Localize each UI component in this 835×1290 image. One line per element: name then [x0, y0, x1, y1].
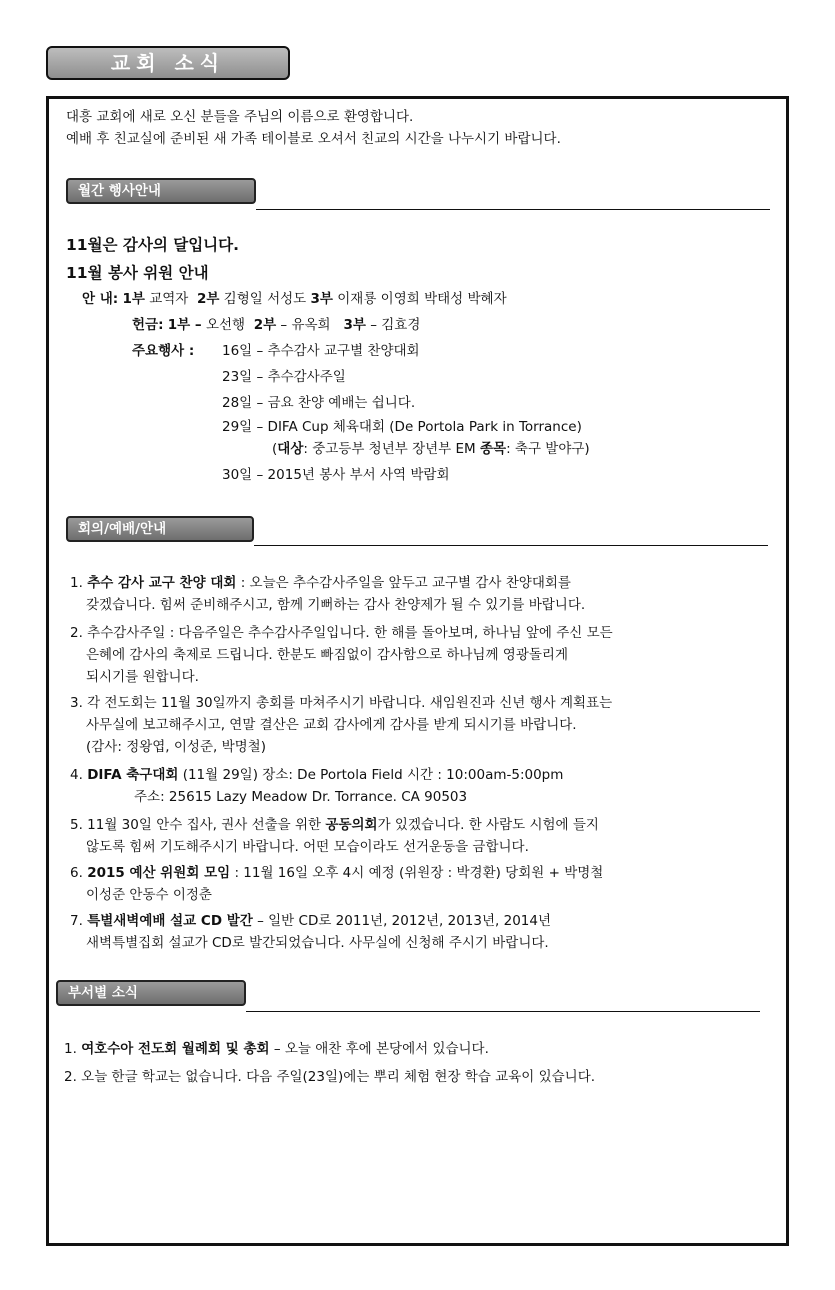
meeting-item-1-num: 1. [70, 575, 83, 591]
meeting-item-2-line-3: 되시기를 원합니다. [86, 669, 199, 685]
meeting-item-7-num: 7. [70, 913, 83, 929]
meeting-item-7 [70, 912, 551, 930]
department-item-1-num: 1. [64, 1041, 77, 1057]
section-departments-rule [246, 1011, 760, 1012]
event-3: 28일 – 금요 찬양 예배는 쉽니다. [222, 395, 416, 411]
meeting-item-6-num: 6. [70, 865, 83, 881]
meeting-item-5-line-2: 않도록 힘써 기도해주시기 바랍니다. 어떤 모습이라도 선거운동을 금합니다. [86, 839, 529, 855]
department-item-1 [64, 1040, 489, 1058]
meeting-item-6 [70, 864, 603, 882]
event-1: 16일 – 추수감사 교구별 찬양대회 [222, 343, 420, 359]
event-4-sub-label-1: 대상 [277, 441, 304, 457]
meeting-item-4-text: (11월 29일) 장소: De Portola Field 시간 : 10:00am-5:00pm [178, 767, 564, 783]
meeting-item-7-text: – 일반 CD로 2011년, 2012년, 2013년, 2014년 [252, 913, 552, 929]
event-5: 30일 – 2015년 봉사 부서 사역 박람회 [222, 467, 450, 483]
meeting-item-4-num: 4. [70, 767, 83, 783]
offering-line [132, 316, 420, 334]
department-item-1-title: 여호수아 전도회 월례회 및 총회 [81, 1041, 270, 1057]
meeting-item-6-title: 2015 예산 위원회 모임 [87, 865, 231, 881]
meeting-item-1 [70, 574, 571, 592]
meeting-item-4-line-2: 주소: 25615 Lazy Meadow Dr. Torrance. CA 90503 [134, 789, 468, 805]
meeting-item-4-title: DIFA 축구대회 [87, 767, 179, 783]
section-meetings-tab: 회의/예배/안내 [66, 516, 254, 542]
meeting-item-2-line-2: 은혜에 감사의 축제로 드립니다. 한분도 빠짐없이 감사함으로 하나님께 영광돌리게 [86, 647, 569, 663]
section-monthly-rule [256, 209, 770, 210]
events-label [132, 342, 194, 360]
guide-p3-names: 이재룡 이영희 박태성 박혜자 [337, 291, 507, 307]
guide-p1: 1부 [122, 291, 145, 307]
meeting-item-3-line-1: 3. 각 전도회는 11월 30일까지 총회를 마쳐주시기 바랍니다. 새임원진과 신년 행사 계획표는 [70, 695, 613, 711]
offering-p3-names: – 김효경 [370, 317, 421, 333]
offering-p2: 2부 [253, 317, 277, 333]
guide-label: 안 내: [82, 291, 119, 307]
guide-p1-names: 교역자 [149, 291, 189, 307]
meeting-item-7-title: 특별새벽예배 설교 CD 발간 [87, 913, 253, 929]
offering-p1: 1부 – [167, 317, 202, 333]
welcome-line-2: 예배 후 친교실에 준비된 새 가족 테이블로 오셔서 친교의 시간을 나누시기 바랍니다. [66, 131, 561, 147]
section-monthly-tab: 월간 행사안내 [66, 178, 256, 204]
meeting-item-3-line-2: 사무실에 보고해주시고, 연말 결산은 교회 감사에게 감사를 받게 되시기를 바랍니다. [86, 717, 577, 733]
offering-p2-names: – 유옥희 [280, 317, 331, 333]
meeting-item-5-title: 공동의회 [325, 817, 378, 833]
meeting-item-5 [70, 816, 599, 834]
meeting-item-1-title: 추수 감사 교구 찬양 대회 [87, 575, 237, 591]
meeting-item-6-line-2: 이성준 안동수 이정춘 [86, 887, 212, 903]
guide-p2: 2부 [196, 291, 220, 307]
event-4-sub [272, 440, 590, 458]
event-4-sub-open: ( [272, 441, 278, 457]
welcome-line-1: 대흥 교회에 새로 오신 분들을 주님의 이름으로 환영합니다. [66, 109, 414, 125]
event-2: 23일 – 추수감사주일 [222, 369, 346, 385]
meeting-item-6-text: : 11월 16일 오후 4시 예정 (위원장 : 박경환) 당회원 + 박명철 [230, 865, 604, 881]
meeting-item-7-line-2: 새벽특별집회 설교가 CD로 발간되었습니다. 사무실에 신청해 주시기 바랍니다. [86, 935, 549, 951]
guide-line [82, 290, 507, 308]
offering-p1-names: 오선행 [205, 317, 246, 333]
guide-p2-names: 김형일 서성도 [223, 291, 307, 307]
events-label-text: 주요행사 : [132, 343, 195, 359]
event-4: 29일 – DIFA Cup 체육대회 (De Portola Park in Torrance) [222, 419, 582, 435]
page-title: 교회 소식 [46, 46, 290, 80]
meeting-item-2-line-1: 2. 추수감사주일 : 다음주일은 추수감사주일입니다. 한 해를 돌아보며, 하나님 앞에 주신 모든 [70, 625, 613, 641]
event-4-sub-text-1: : 중고등부 청년부 장년부 EM [303, 441, 476, 457]
meeting-item-5-pre: 5. 11월 30일 안수 집사, 권사 선출을 위한 [70, 817, 326, 833]
department-item-1-text: – 오늘 애찬 후에 본당에서 있습니다. [269, 1041, 489, 1057]
meeting-item-1-line-2: 갖겠습니다. 힘써 준비해주시고, 함께 기뻐하는 감사 찬양제가 될 수 있기를 바랍니다. [86, 597, 586, 613]
meeting-item-5-text: 가 있겠습니다. 한 사람도 시험에 들지 [377, 817, 599, 833]
guide-p3: 3부 [310, 291, 333, 307]
monthly-heading-1: 11월은 감사의 달입니다. [66, 236, 240, 254]
section-departments-tab: 부서별 소식 [56, 980, 246, 1006]
meeting-item-4 [70, 766, 563, 784]
offering-p3: 3부 [343, 317, 366, 333]
monthly-heading-2: 11월 봉사 위원 안내 [66, 264, 209, 282]
meeting-item-3-line-3: (감사: 정왕엽, 이성준, 박명철) [86, 739, 266, 755]
offering-label: 헌금: [132, 317, 164, 333]
meeting-item-1-text: : 오늘은 추수감사주일을 앞두고 교구별 감사 찬양대회를 [236, 575, 571, 591]
section-meetings-rule [254, 545, 768, 546]
event-4-sub-label-2: 종목 [479, 441, 507, 457]
event-4-sub-text-2: : 축구 발야구) [506, 441, 590, 457]
department-item-2: 2. 오늘 한글 학교는 없습니다. 다음 주일(23일)에는 뿌리 체험 현장 학습 교육이 있습니다. [64, 1069, 596, 1085]
